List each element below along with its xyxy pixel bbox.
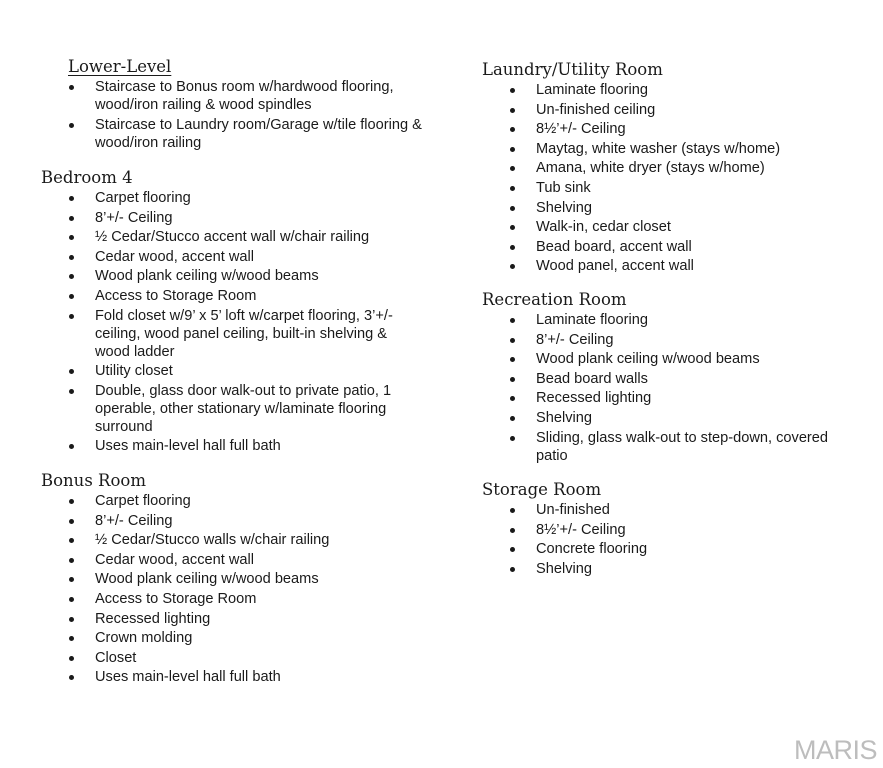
section-heading-bedroom-4: Bedroom 4 xyxy=(41,168,133,187)
section-heading-bonus-room: Bonus Room xyxy=(41,471,146,490)
list-item: Uses main-level hall full bath xyxy=(95,668,415,686)
list-item: Sliding, glass walk-out to step-down, covered patio xyxy=(536,429,846,465)
list-item: Recessed lighting xyxy=(95,610,415,628)
list-item: Shelving xyxy=(536,199,856,217)
storage-room-list xyxy=(536,501,856,578)
list-item: Laminate flooring xyxy=(536,81,856,99)
list-item: Shelving xyxy=(536,560,856,578)
section-laundry-utility-room xyxy=(482,60,856,277)
list-item: Fold closet w/9’ x 5’ loft w/carpet flooring, 3’+/- ceiling, wood panel ceiling, built-in shelving & wood ladder xyxy=(95,307,415,361)
list-item: Tub sink xyxy=(536,179,856,197)
list-item: Crown molding xyxy=(95,629,415,647)
list-item: 8’+/- Ceiling xyxy=(95,209,415,227)
list-item: Access to Storage Room xyxy=(95,287,415,305)
recreation-room-list xyxy=(536,311,846,465)
list-item: Amana, white dryer (stays w/home) xyxy=(536,159,856,177)
list-item: Carpet flooring xyxy=(95,189,415,207)
list-item: Recessed lighting xyxy=(536,389,846,407)
list-item: Wood plank ceiling w/wood beams xyxy=(95,267,415,285)
list-item: Bead board, accent wall xyxy=(536,238,856,256)
list-item: Carpet flooring xyxy=(95,492,415,510)
list-item: Staircase to Bonus room w/hardwood flooring, wood/iron railing & wood spindles xyxy=(95,78,425,114)
list-item: ½ Cedar/Stucco walls w/chair railing xyxy=(95,531,415,549)
section-heading-storage-room: Storage Room xyxy=(482,480,602,499)
list-item: Shelving xyxy=(536,409,846,427)
list-item: Staircase to Laundry room/Garage w/tile flooring & wood/iron railing xyxy=(95,116,425,152)
list-item: Cedar wood, accent wall xyxy=(95,551,415,569)
laundry-utility-room-list xyxy=(536,81,856,275)
section-heading-recreation-room: Recreation Room xyxy=(482,290,627,309)
list-item: 8’+/- Ceiling xyxy=(536,331,846,349)
list-item: Bead board walls xyxy=(536,370,846,388)
section-heading-laundry-utility-room: Laundry/Utility Room xyxy=(482,60,663,79)
list-item: Concrete flooring xyxy=(536,540,856,558)
list-item: Wood plank ceiling w/wood beams xyxy=(536,350,846,368)
section-bonus-room xyxy=(41,471,415,688)
section-lower-level xyxy=(68,57,425,153)
list-item: 8½’+/- Ceiling xyxy=(536,120,856,138)
list-item: 8½’+/- Ceiling xyxy=(536,521,856,539)
list-item: Laminate flooring xyxy=(536,311,846,329)
list-item: Wood plank ceiling w/wood beams xyxy=(95,570,415,588)
list-item: Uses main-level hall full bath xyxy=(95,437,415,455)
section-bedroom-4 xyxy=(41,168,415,457)
list-item: Cedar wood, accent wall xyxy=(95,248,415,266)
list-item: Walk-in, cedar closet xyxy=(536,218,856,236)
bonus-room-list xyxy=(95,492,415,686)
list-item: Wood panel, accent wall xyxy=(536,257,856,275)
section-storage-room xyxy=(482,480,856,579)
list-item: Access to Storage Room xyxy=(95,590,415,608)
list-item: Closet xyxy=(95,649,415,667)
list-item: Un-finished xyxy=(536,501,856,519)
section-recreation-room xyxy=(482,290,846,466)
lower-level-list xyxy=(95,78,425,152)
bedroom-4-list xyxy=(95,189,415,455)
list-item: ½ Cedar/Stucco accent wall w/chair railing xyxy=(95,228,415,246)
list-item: Un-finished ceiling xyxy=(536,101,856,119)
list-item: Maytag, white washer (stays w/home) xyxy=(536,140,856,158)
section-heading-lower-level: Lower-Level xyxy=(68,57,172,76)
list-item: Utility closet xyxy=(95,362,415,380)
list-item: 8’+/- Ceiling xyxy=(95,512,415,530)
maris-watermark: MARIS xyxy=(793,735,877,765)
list-item: Double, glass door walk-out to private patio, 1 operable, other stationary w/laminate flooring surround xyxy=(95,382,415,436)
